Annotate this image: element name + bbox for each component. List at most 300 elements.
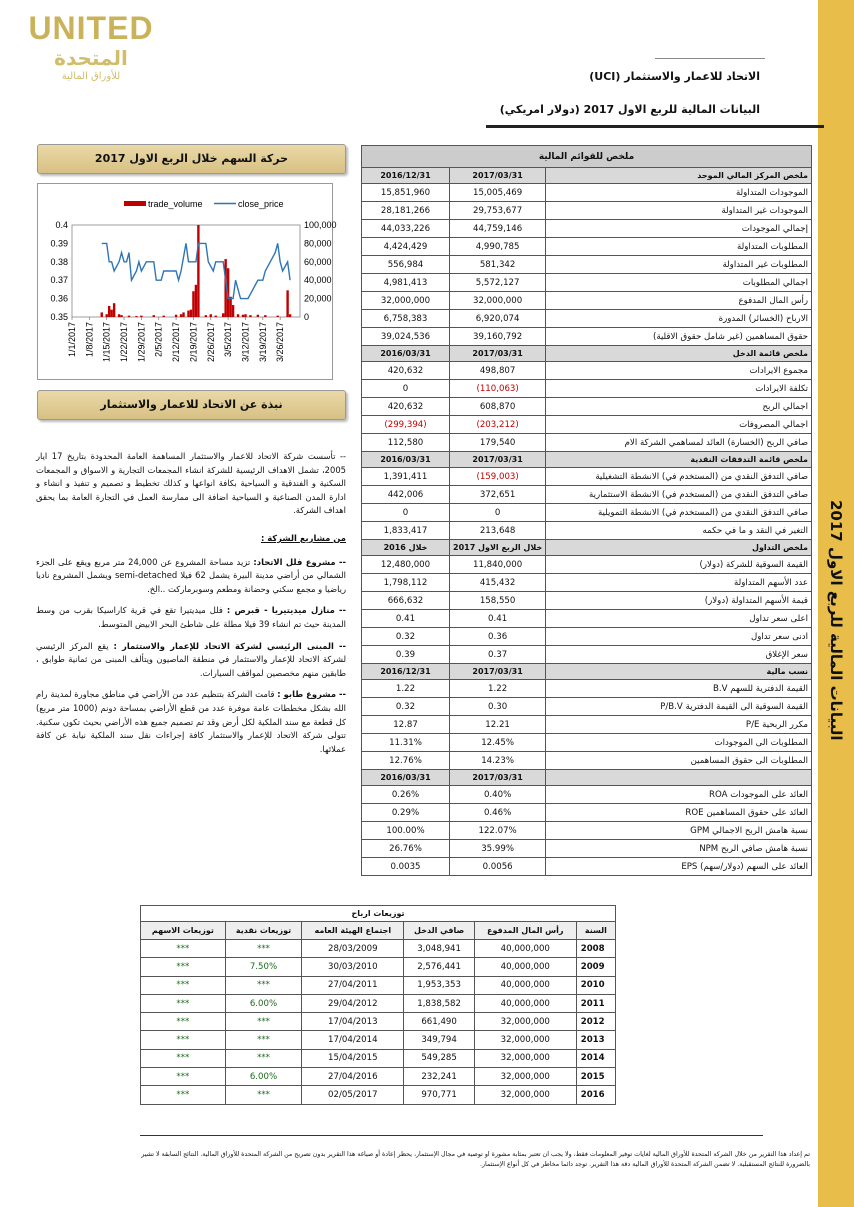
dividend-cell: 2013	[576, 1031, 615, 1049]
fin-value-prev: 44,033,226	[362, 220, 450, 238]
fin-value-current: 498,807	[450, 362, 546, 380]
volume-bar	[257, 315, 259, 317]
fin-row	[362, 310, 812, 328]
stock-chart	[37, 183, 337, 380]
project-name: -- المبنى الرئيسي لشركة الاتحاد للإعمار والاستثمار :	[113, 640, 346, 651]
x-tick-label: 2/19/2017	[188, 322, 199, 363]
fin-value-current: 44,759,146	[450, 220, 546, 238]
dividend-cell: 40,000,000	[474, 958, 576, 976]
dividend-cell: ***	[141, 1031, 226, 1049]
fin-value-current: 39,160,792	[450, 328, 546, 346]
dividend-cell: 32,000,000	[474, 1049, 576, 1067]
fin-label: نسبة هامش صافي الربح NPM	[546, 840, 812, 858]
dividend-cell: 28/03/2009	[302, 940, 404, 958]
volume-bar	[175, 315, 177, 317]
fin-value-prev: 4,981,413	[362, 274, 450, 292]
dividends-header: اجتماع الهيئة العامه	[302, 922, 404, 940]
project-text: تزيد مساحة المشروع عن 24,000 متر مربع ويقع على الجزء الشمالي من أراضي مدينة البيرة يشمل 62 فيلا semi-detached ويشمل المشروع ناديا رياضيا و مجمع سكني وحضانة ومطعم وسوبرماركت ..الخ.	[36, 556, 346, 594]
fin-label: صافي التدفق النقدي من (المستخدم في) الانشطة الاستثمارية	[546, 486, 812, 504]
dividends-title: توزيعات ارباح	[141, 906, 616, 922]
fin-row	[362, 238, 812, 256]
fin-row	[362, 592, 812, 610]
y-right-tick: 60,000	[304, 256, 332, 267]
fin-value-prev: 0	[362, 380, 450, 398]
dividend-cell: ***	[225, 1013, 302, 1031]
fin-title: ملخص للقوائم المالية	[362, 146, 812, 168]
fin-value-prev: 666,632	[362, 592, 450, 610]
fin-row	[362, 434, 812, 452]
dividend-cell: 1,953,353	[404, 976, 474, 994]
fin-value-prev: 12,480,000	[362, 556, 450, 574]
y-right-tick: 100,000	[304, 220, 337, 230]
dividends-table	[140, 905, 616, 1105]
volume-bar	[120, 315, 122, 317]
fin-value-prev: 39,024,536	[362, 328, 450, 346]
y-right-tick: 80,000	[304, 238, 332, 249]
dividend-cell: 32,000,000	[474, 1068, 576, 1086]
fin-value-prev: 12.87	[362, 716, 450, 734]
fin-value-prev: 1,391,411	[362, 468, 450, 486]
project-text: قامت الشركة بتنظيم عدد من الأراضي في مناطق مجاورة لمدينة رام الله بشكل مخططات عامة موفرة عدد من قطع الأراضي بمساحة دونم (1000 متر مربع) كل قطعة مع سند الملكية لكل أرض وقد تم تصميم جميع هذه الأراضي بحيث تكون سكنية. تتولى شركة الاتحاد للإعمار والاستثمار كافة إجراءات نقل سند الملكية نيابة عن كافة عملائها.	[36, 689, 346, 754]
fin-row	[362, 840, 812, 858]
fin-section-title: ملخص المركز المالي الموحد	[546, 168, 812, 184]
project-item	[36, 640, 346, 681]
dividend-cell: ***	[225, 976, 302, 994]
fin-section-header	[362, 540, 812, 556]
volume-bar	[153, 315, 155, 317]
volume-bar	[180, 314, 182, 317]
volume-bar	[286, 290, 288, 317]
dividend-cell: 32,000,000	[474, 1031, 576, 1049]
dividend-cell: 2014	[576, 1049, 615, 1067]
logo-subtext: للأوراق المالية	[61, 71, 121, 82]
fin-value-prev: 556,984	[362, 256, 450, 274]
fin-row	[362, 610, 812, 628]
dividend-row	[141, 1013, 616, 1031]
dividend-cell: 2011	[576, 994, 615, 1012]
fin-value-current: (110,063)	[450, 380, 546, 398]
x-tick-label: 2/5/2017	[153, 322, 164, 358]
fin-row	[362, 504, 812, 522]
dividend-cell: 02/05/2017	[302, 1086, 404, 1104]
fin-value-current: 1.22	[450, 680, 546, 698]
about-section-title: نبذة عن الاتحاد للاعمار والاستثمار	[37, 390, 346, 420]
dividend-cell: 2010	[576, 976, 615, 994]
fin-label: المطلوبات المتداولة	[546, 238, 812, 256]
project-item	[36, 556, 346, 597]
fin-row	[362, 734, 812, 752]
fin-label: إجمالي الموجودات	[546, 220, 812, 238]
volume-bar	[210, 314, 212, 317]
fin-value-current: 0.0056	[450, 858, 546, 876]
fin-value-current: 0	[450, 504, 546, 522]
fin-value-current: 5,572,127	[450, 274, 546, 292]
volume-bar	[113, 303, 115, 317]
volume-bar	[182, 312, 184, 317]
logo-text-en: UNITED	[28, 10, 154, 46]
volume-bar	[242, 315, 244, 317]
fin-row	[362, 380, 812, 398]
fin-col-header: 2016/03/31	[362, 770, 450, 786]
fin-value-prev: 1,833,417	[362, 522, 450, 540]
fin-value-current: 0.37	[450, 646, 546, 664]
fin-value-current: 0.30	[450, 698, 546, 716]
fin-row	[362, 416, 812, 434]
fin-section-title	[546, 770, 812, 786]
fin-value-prev: 0.26%	[362, 786, 450, 804]
dividend-row	[141, 1049, 616, 1067]
volume-bar	[289, 314, 291, 317]
fin-value-prev: 32,000,000	[362, 292, 450, 310]
fin-value-current: 608,870	[450, 398, 546, 416]
dividend-cell: 2015	[576, 1068, 615, 1086]
volume-bar	[237, 314, 239, 317]
legend-label-price: close_price	[238, 199, 284, 209]
dividend-cell: 661,490	[404, 1013, 474, 1031]
dividend-cell: 29/04/2012	[302, 994, 404, 1012]
y-left-tick: 0.35	[50, 312, 68, 322]
fin-row	[362, 398, 812, 416]
volume-bar	[197, 225, 199, 317]
chart-section-title: حركة السهم خلال الربع الاول 2017	[37, 144, 346, 174]
fin-label: المطلوبات غير المتداولة	[546, 256, 812, 274]
fin-label: صافي التدفق النقدي من (المستخدم في) الانشطة التشغيلية	[546, 468, 812, 486]
fin-value-current: 0.46%	[450, 804, 546, 822]
dividend-cell: 6.00%	[225, 1068, 302, 1086]
fin-section-header	[362, 770, 812, 786]
dividend-row	[141, 994, 616, 1012]
fin-value-prev: 0.32	[362, 628, 450, 646]
dividend-cell: ***	[141, 1086, 226, 1104]
fin-value-current: 32,000,000	[450, 292, 546, 310]
dividend-cell: 40,000,000	[474, 994, 576, 1012]
fin-value-current: 581,342	[450, 256, 546, 274]
fin-label: صافي التدفق النقدي من (المستخدم في) الانشطة التمويلية	[546, 504, 812, 522]
fin-value-prev: 4,424,429	[362, 238, 450, 256]
fin-value-current: 158,550	[450, 592, 546, 610]
dividend-cell: 970,771	[404, 1086, 474, 1104]
volume-bar	[276, 316, 278, 317]
dividends-header: توزيعات نقدية	[225, 922, 302, 940]
fin-label: المطلوبات الى حقوق المساهمين	[546, 752, 812, 770]
fin-col-header: خلال الربع الاول 2017	[450, 540, 546, 556]
dividend-cell: 2016	[576, 1086, 615, 1104]
project-name: -- مشروع فلل الاتحاد:	[253, 556, 346, 567]
x-tick-label: 1/1/2017	[67, 322, 77, 358]
project-name: -- مشروع طابو :	[277, 689, 347, 700]
fin-row	[362, 486, 812, 504]
fin-row	[362, 698, 812, 716]
project-name: -- منازل ميديتيريا - قبرص :	[226, 605, 346, 616]
dividend-cell: 7.50%	[225, 958, 302, 976]
fin-value-prev: (299,394)	[362, 416, 450, 434]
fin-col-header: 2017/03/31	[450, 770, 546, 786]
dividend-cell: ***	[141, 1049, 226, 1067]
legend-label-volume: trade_volume	[148, 199, 203, 209]
fin-value-prev: 28,181,266	[362, 202, 450, 220]
dividend-cell: ***	[141, 1068, 226, 1086]
fin-label: العائد على حقوق المساهمين ROE	[546, 804, 812, 822]
dividend-row	[141, 940, 616, 958]
fin-label: القيمة السوقية للشركة (دولار)	[546, 556, 812, 574]
fin-label: اعلى سعر تداول	[546, 610, 812, 628]
fin-row	[362, 256, 812, 274]
fin-value-prev: 0.29%	[362, 804, 450, 822]
fin-label: حقوق المساهمين (غير شامل حقوق الاقلية)	[546, 328, 812, 346]
dividend-cell: ***	[141, 940, 226, 958]
dividend-row	[141, 1031, 616, 1049]
fin-value-prev: 112,580	[362, 434, 450, 452]
fin-col-header: خلال 2016	[362, 540, 450, 556]
fin-value-current: 0.40%	[450, 786, 546, 804]
fin-value-prev: 1.22	[362, 680, 450, 698]
fin-label: سعر الإغلاق	[546, 646, 812, 664]
dividend-cell: 2,576,441	[404, 958, 474, 976]
volume-bar	[101, 312, 103, 317]
volume-bar	[195, 285, 197, 317]
dividends-header: السنة	[576, 922, 615, 940]
fin-row	[362, 362, 812, 380]
fin-label: رأس المال المدفوع	[546, 292, 812, 310]
fin-row	[362, 752, 812, 770]
dividend-cell: ***	[225, 940, 302, 958]
fin-value-current: 35.99%	[450, 840, 546, 858]
volume-bar	[108, 306, 110, 317]
fin-value-current: 12.21	[450, 716, 546, 734]
dividend-cell: 40,000,000	[474, 940, 576, 958]
fin-section-title: نسب مالية	[546, 664, 812, 680]
y-right-tick: 20,000	[304, 293, 332, 304]
fin-value-prev: 15,851,960	[362, 184, 450, 202]
disclaimer: تم إعداد هذا التقرير من خلال الشركة المتحدة للأوراق المالية لغايات توفير المعلومات فقط، ولا يجب ان تعتبر بمثابة مشورة او توصية في مجال الإستثمار، يحظر إعادة أو صياغة هذا التقرير بدون تصريح من الشركة المتحدة للأوراق المالية. النتائج السابقة لا تشير بالضرورة للنتائج المستقبلية. لا تضمن الشركة المتحدة للأوراق المالية دقة هذا التقرير. توجد دائما مخاطر في كل أنواع الإستثمار.	[141, 1151, 810, 1168]
fin-value-current: 0.41	[450, 610, 546, 628]
fin-value-prev: 100.00%	[362, 822, 450, 840]
fin-row	[362, 274, 812, 292]
y-left-tick: 0.39	[50, 238, 68, 249]
dividend-cell: 32,000,000	[474, 1013, 576, 1031]
fin-value-current: 11,840,000	[450, 556, 546, 574]
fin-row	[362, 184, 812, 202]
fin-value-current: 415,432	[450, 574, 546, 592]
fin-row	[362, 680, 812, 698]
dividend-cell: 27/04/2011	[302, 976, 404, 994]
fin-label: القيمة السوقية الى القيمة الدفترية P/B.V	[546, 698, 812, 716]
fin-col-header: 2017/03/31	[450, 168, 546, 184]
side-banner-text: البيانات المالية للربع الاول 2017	[827, 499, 845, 741]
volume-bar	[229, 297, 231, 317]
fin-value-current: 122.07%	[450, 822, 546, 840]
dividend-cell: 17/04/2014	[302, 1031, 404, 1049]
fin-section-title: ملخص قائمة الدخل	[546, 346, 812, 362]
volume-bar	[105, 314, 107, 317]
fin-label: صافي الربح (الخسارة) العائد لمساهمي الشركة الام	[546, 434, 812, 452]
about-text	[36, 450, 346, 764]
header-rule	[486, 125, 824, 128]
fin-row	[362, 220, 812, 238]
fin-row	[362, 858, 812, 876]
chart-canvas	[38, 184, 337, 379]
dividend-cell: 15/04/2015	[302, 1049, 404, 1067]
fin-row	[362, 822, 812, 840]
volume-bar	[249, 315, 251, 317]
fin-col-header: 2017/03/31	[450, 346, 546, 362]
company-logo	[28, 10, 154, 92]
dividends-header: رأس المال المدفوع	[474, 922, 576, 940]
dividend-cell: 232,241	[404, 1068, 474, 1086]
fin-value-prev: 12.76%	[362, 752, 450, 770]
dividend-row	[141, 1068, 616, 1086]
fin-label: قيمة الأسهم المتداولة (دولار)	[546, 592, 812, 610]
fin-row	[362, 468, 812, 486]
x-tick-label: 1/22/2017	[119, 322, 130, 363]
x-tick-label: 1/8/2017	[84, 322, 95, 358]
fin-label: القيمة الدفترية للسهم B.V	[546, 680, 812, 698]
fin-value-prev: 0.39	[362, 646, 450, 664]
fin-row	[362, 646, 812, 664]
x-tick-label: 3/12/2017	[240, 322, 251, 363]
dividend-row	[141, 976, 616, 994]
fin-row	[362, 574, 812, 592]
fin-col-header: 2017/03/31	[450, 664, 546, 680]
dividend-cell: ***	[225, 1049, 302, 1067]
dividend-cell: ***	[141, 1013, 226, 1031]
fin-value-current: 6,920,074	[450, 310, 546, 328]
volume-bar	[192, 291, 194, 317]
fin-section-header	[362, 346, 812, 362]
dividend-cell: 549,285	[404, 1049, 474, 1067]
fin-value-current: 12.45%	[450, 734, 546, 752]
project-text: فلل ميديتيرا تقع في قرية كاراسيكا بقرب من وسط المدينة حيث تم انشاء 39 فيلا مطلة على شاطئ البحر الابيض المتوسط.	[36, 605, 346, 629]
dividend-cell: 349,794	[404, 1031, 474, 1049]
dividend-cell: 2009	[576, 958, 615, 976]
fin-value-prev: 0.32	[362, 698, 450, 716]
fin-value-prev: 420,632	[362, 398, 450, 416]
fin-label: التغير في النقد و ما في حكمه	[546, 522, 812, 540]
dividend-cell: 27/04/2016	[302, 1068, 404, 1086]
dividends-header: صافي الدخل	[404, 922, 474, 940]
volume-bar	[128, 316, 130, 317]
y-left-tick: 0.4	[55, 220, 68, 230]
fin-section-header	[362, 664, 812, 680]
dividend-row	[141, 958, 616, 976]
fin-label: عدد الأسهم المتداولة	[546, 574, 812, 592]
dividend-cell: 3,048,941	[404, 940, 474, 958]
x-tick-label: 2/12/2017	[171, 322, 182, 363]
company-title: الاتحاد للاعمار والاستثمار (UCI)	[589, 70, 760, 83]
project-item	[36, 688, 346, 756]
dividend-cell: ***	[225, 1086, 302, 1104]
volume-bar	[162, 316, 164, 317]
fin-label: العائد على السهم (دولار/سهم) EPS	[546, 858, 812, 876]
fin-value-prev: 0	[362, 504, 450, 522]
fin-value-current: 29,753,677	[450, 202, 546, 220]
fin-value-prev: 442,006	[362, 486, 450, 504]
fin-row	[362, 716, 812, 734]
fin-label: اجمالي المطلوبات	[546, 274, 812, 292]
volume-bar	[244, 314, 246, 317]
volume-bar	[118, 314, 120, 317]
dividend-cell: 17/04/2013	[302, 1013, 404, 1031]
fin-value-prev: 0.0035	[362, 858, 450, 876]
volume-bar	[205, 315, 207, 317]
fin-col-header: 2016/03/31	[362, 346, 450, 362]
volume-bar	[232, 305, 234, 317]
volume-bar	[190, 310, 192, 317]
fin-label: المطلوبات الى الموجودات	[546, 734, 812, 752]
fin-row	[362, 328, 812, 346]
fin-label: اجمالي الربح	[546, 398, 812, 416]
fin-value-prev: 1,798,112	[362, 574, 450, 592]
volume-bar	[135, 316, 137, 317]
project-item	[36, 604, 346, 631]
title-rule	[655, 58, 765, 59]
fin-section-title: ملخص قائمة التدفقات النقدية	[546, 452, 812, 468]
volume-bar	[110, 310, 112, 317]
footer-rule	[140, 1135, 763, 1136]
fin-section-header	[362, 452, 812, 468]
fin-section-title: ملخص التداول	[546, 540, 812, 556]
logo-text-ar: المتحدة	[54, 46, 128, 70]
fin-col-header: 2016/03/31	[362, 452, 450, 468]
x-tick-label: 3/5/2017	[223, 322, 234, 358]
financial-summary-table	[361, 145, 812, 876]
fin-label: تكلفة الايرادات	[546, 380, 812, 398]
fin-value-current: (203,212)	[450, 416, 546, 434]
x-tick-label: 3/26/2017	[275, 322, 286, 363]
fin-col-header: 2017/03/31	[450, 452, 546, 468]
fin-label: اجمالي المصروفات	[546, 416, 812, 434]
dividend-cell: ***	[225, 1031, 302, 1049]
fin-value-prev: 6,758,383	[362, 310, 450, 328]
fin-row	[362, 786, 812, 804]
fin-row	[362, 804, 812, 822]
fin-value-current: 213,648	[450, 522, 546, 540]
fin-value-current: (159,003)	[450, 468, 546, 486]
fin-row	[362, 628, 812, 646]
dividend-row	[141, 1086, 616, 1104]
dividend-cell: 30/03/2010	[302, 958, 404, 976]
about-intro: -- تأسست شركة الاتحاد للاعمار والاستثمار المساهمة العامة المحدودة بتاريخ 17 ايار 2005، تشمل الاهداف الرئيسية للشركة انشاء المجمعات التجارية و الاسواق و المجمعات السكنية و الفندقية و السياحية بكافة انواعها و كذلك تخطيط و تصميم و تنفيذ و انشاء و ادارة المدن الصناعية و السياحية اضافة الى ممارسة العمل في التجارة العامة بما يحقق اهداف الشركة.	[36, 451, 346, 516]
x-tick-label: 3/19/2017	[257, 322, 268, 363]
y-left-tick: 0.37	[50, 275, 68, 286]
fin-value-prev: 11.31%	[362, 734, 450, 752]
volume-bar	[187, 311, 189, 317]
fin-value-current: 372,651	[450, 486, 546, 504]
fin-label: الموجودات غير المتداولة	[546, 202, 812, 220]
volume-bar	[140, 316, 142, 317]
fin-value-prev: 420,632	[362, 362, 450, 380]
legend-swatch-volume	[124, 201, 146, 206]
fin-value-current: 14.23%	[450, 752, 546, 770]
fin-label: الارباح (الخسائر) المدورة	[546, 310, 812, 328]
project-text: يقع المركز الرئيسي لشركة الاتحاد للإعمار والاستثمار في منطقة الماصيون ويتألف المبنى من ثمانية طوابق ، طابقين منهم مخصصين لمواقف السيارات.	[36, 640, 346, 678]
fin-row	[362, 292, 812, 310]
dividend-cell: 2012	[576, 1013, 615, 1031]
report-subtitle: البيانات المالية للربع الاول 2017 (دولار امريكي)	[499, 103, 760, 116]
fin-col-header: 2016/12/31	[362, 168, 450, 184]
fin-label: ادنى سعر تداول	[546, 628, 812, 646]
fin-col-header: 2016/12/31	[362, 664, 450, 680]
fin-label: العائد على الموجودات ROA	[546, 786, 812, 804]
side-banner	[818, 0, 854, 1207]
fin-label: نسبة هامش الربح الاجمالي GPM	[546, 822, 812, 840]
fin-value-current: 0.36	[450, 628, 546, 646]
dividend-cell: ***	[141, 976, 226, 994]
y-right-tick: 0	[304, 312, 310, 322]
x-tick-label: 2/26/2017	[205, 322, 216, 363]
fin-row	[362, 556, 812, 574]
dividends-header: توزيعات الاسهم	[141, 922, 226, 940]
